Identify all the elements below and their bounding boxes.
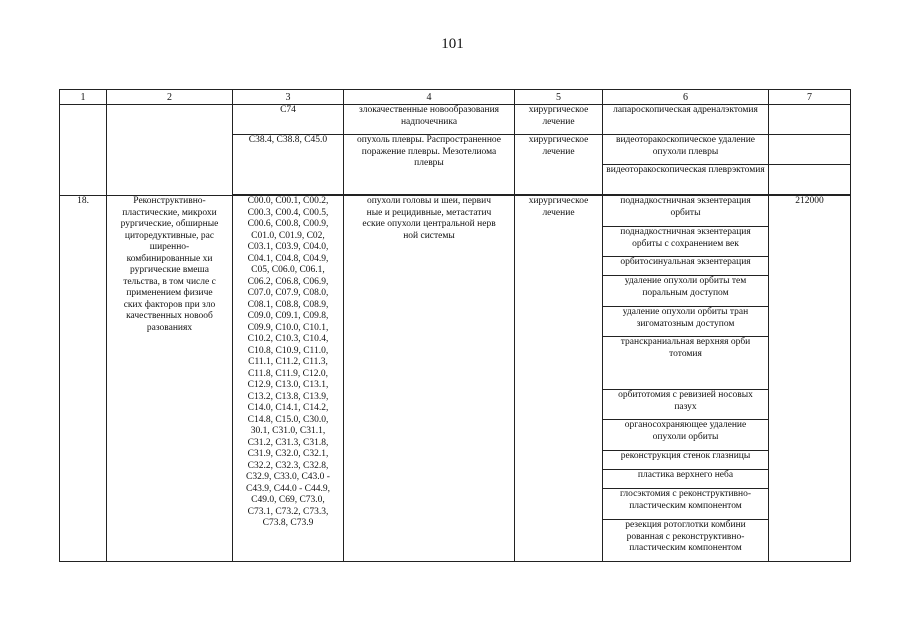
method-cell: глосэктомия с реконструктивно- пластическим компонентом [603,489,769,520]
amount-cell-empty [769,105,851,135]
table-row [60,105,851,135]
service-name: Реконструктивно- пластические, микрохи рургические, обширные циторедуктивные, рас ширенно- комбинированные хи рургические вмеша тельства, в том числе с применением физиче ских факторов при зло качественных новооб разованиях [107,196,233,562]
method-cell: орбитотомия с ревизией носовых пазух [603,390,769,420]
amount-cell: 212000 [769,196,851,562]
method-cell: видеоторакоскопическая плеврэктомия [603,165,769,195]
method-cell: реконструкция стенок глазницы [603,451,769,470]
name-cell-empty [107,105,233,196]
table-row [60,196,851,227]
method-cell: удаление опухоли орбиты тран зигоматозным доступом [603,307,769,337]
disease-cell: опухоль плевры. Распространенное поражение плевры. Мезотелиома плевры [344,135,515,195]
services-table [59,89,851,562]
header-col-6: 6 [603,90,769,105]
header-col-4: 4 [344,90,515,105]
treatment-cell: хирургическое лечение [515,196,603,562]
treatment-cell: хирургическое лечение [515,105,603,135]
method-cell: удаление опухоли орбиты тем поральным доступом [603,276,769,307]
codes-cell: C00.0, C00.1, C00.2, C00.3, C00.4, C00.5, C00.6, C00.8, C00.9, C01.0, C01.9, C02, C03.1, C03.9, C04.0, C04.1, C04.8, C04.9, C05, C06.0, C06.1, C06.2, C06.8, C06.9, C07.0, C07.9, C08.0, C08.1, C08.8, C08.9, C09.0, C09.1, C09.8, C09.9, C10.0, C10.1, C10.2, C10.3, C10.4, C10.8, C10.9, C11.0, C11.1, C11.2, C11.3, C11.8, C11.9, C12.0, C12.9, C13.0, C13.1, C13.2, C13.8, C13.9, C14.0, C14.1, C14.2, C14.8, C15.0, C30.0, 30.1, C31.0, C31.1, C31.2, C31.3, C31.8, C31.9, C32.0, C32.1, C32.2, C32.3, C32.8, C32.9, C33.0, C43.0 - C43.9, C44.0 - C44.9, C49.0, C69, C73.0, C73.1, C73.2, C73.3, C73.8, C73.9 [233,196,344,562]
method-cell: транскраниальная верхняя орби тотомия [603,337,769,390]
method-cell: поднадкостничная экзентерация орбиты с сохранением век [603,227,769,257]
disease-cell: опухоли головы и шеи, первич ные и рецидивные, метастатич еские опухоли центральной нерв ной системы [344,196,515,562]
disease-cell: злокачественные новообразования надпочечника [344,105,515,135]
method-cell: видеоторакоскопическое удаление опухоли плевры [603,135,769,165]
treatment-cell: хирургическое лечение [515,135,603,195]
header-col-7: 7 [769,90,851,105]
codes-cell: C38.4, C38.8, C45.0 [233,135,344,195]
codes-cell: C74 [233,105,344,135]
header-row [60,90,851,105]
amount-cell-empty [769,135,851,165]
header-col-1: 1 [60,90,107,105]
method-cell: органосохраняющее удаление опухоли орбиты [603,420,769,451]
method-cell: поднадкостничная экзентерация орбиты [603,196,769,227]
method-cell: пластика верхнего неба [603,470,769,489]
num-cell-empty [60,105,107,196]
amount-cell-empty [769,165,851,195]
header-col-3: 3 [233,90,344,105]
method-cell: лапароскопическая адреналэктомия [603,105,769,135]
header-col-5: 5 [515,90,603,105]
method-cell: орбитосинуальная экзентерация [603,257,769,276]
row-number: 18. [60,196,107,562]
page-number: 101 [441,36,464,52]
method-cell: резекция ротоглотки комбини рованная с реконструктивно- пластическим компонентом [603,520,769,562]
header-col-2: 2 [107,90,233,105]
